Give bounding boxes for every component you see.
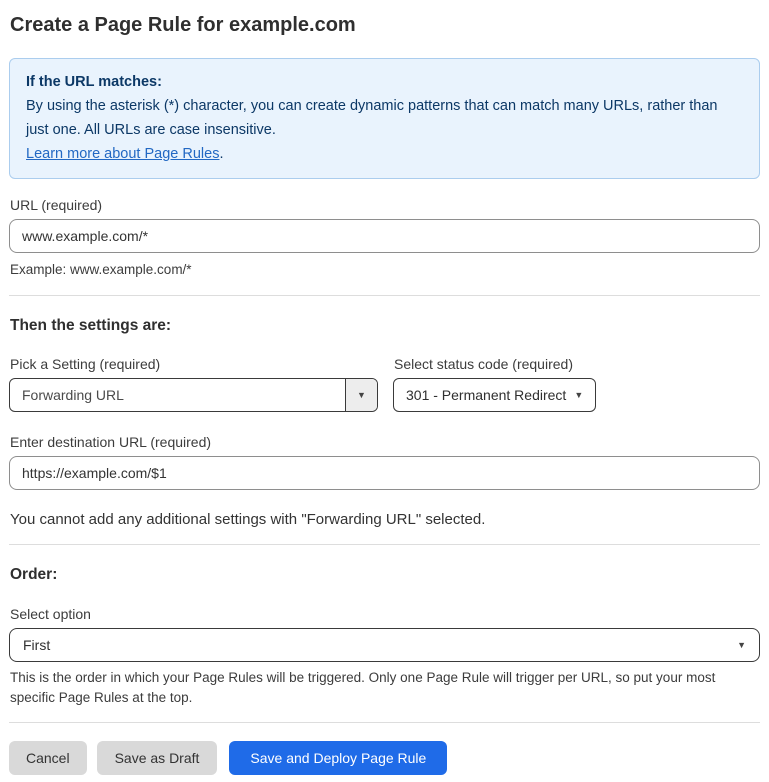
page-title: Create a Page Rule for example.com: [10, 14, 356, 36]
setting-select-arrow-well: [345, 379, 377, 411]
order-select-value: First: [23, 637, 51, 653]
section-divider: [9, 295, 760, 296]
url-field-label: URL (required): [10, 197, 103, 213]
info-box-body: By using the asterisk (*) character, you can create dynamic patterns that can match many URLs, rather than just one. All URLs are case insensitive.: [26, 98, 718, 138]
footer-divider: [9, 722, 760, 723]
order-section-heading: Order:: [10, 566, 58, 583]
save-as-draft-button[interactable]: Save as Draft: [97, 741, 218, 775]
url-match-info-box: [9, 58, 760, 179]
setting-select-column: [9, 335, 378, 412]
setting-select-value: Forwarding URL: [22, 387, 124, 403]
learn-more-link[interactable]: Learn more about Page Rules: [26, 146, 220, 162]
order-select-label: Select option: [10, 606, 91, 622]
chevron-down-icon: ▼: [574, 389, 584, 400]
settings-section-heading: Then the settings are:: [10, 317, 172, 334]
url-input[interactable]: [9, 219, 760, 253]
info-box-heading: If the URL matches:: [26, 74, 162, 90]
order-select[interactable]: [9, 628, 760, 662]
destination-url-input[interactable]: [9, 456, 760, 490]
info-box-link-line: [26, 142, 743, 166]
setting-select-label: Pick a Setting (required): [10, 356, 161, 372]
chevron-down-icon: ▼: [357, 389, 366, 400]
status-select-label: Select status code (required): [394, 356, 573, 372]
status-select-value: 301 - Permanent Redirect: [406, 387, 567, 403]
chevron-down-icon: ▼: [737, 639, 746, 650]
forwarding-url-note: You cannot add any additional settings with "Forwarding URL" selected.: [10, 511, 486, 528]
save-and-deploy-button[interactable]: Save and Deploy Page Rule: [229, 741, 447, 775]
section-divider: [9, 544, 760, 545]
status-code-select[interactable]: [393, 378, 596, 412]
status-select-column: [393, 335, 596, 412]
page-rule-form: [0, 14, 769, 775]
link-suffix: .: [219, 146, 224, 162]
destination-url-label: Enter destination URL (required): [10, 434, 212, 450]
url-example-helper: Example: www.example.com/*: [10, 262, 192, 277]
setting-select[interactable]: [9, 378, 378, 412]
cancel-button[interactable]: Cancel: [9, 741, 87, 775]
order-helper-text: This is the order in which your Page Rules will be triggered. Only one Page Rule will trigger per URL, so put your most specific Page Rules at the top.: [10, 670, 716, 705]
footer-button-row: [9, 741, 760, 775]
settings-selects-row: [9, 335, 760, 412]
